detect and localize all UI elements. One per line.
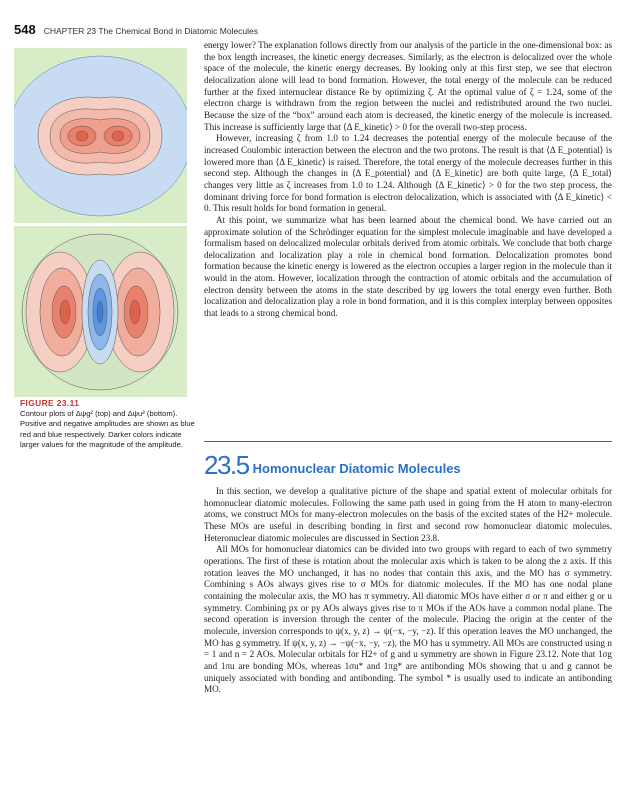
contour-plot-psi-g xyxy=(14,48,187,223)
section-title: Homonuclear Diatomic Molecules xyxy=(252,461,461,476)
paragraph: At this point, we summarize what has been learned about the chemical bond. We have carried out an approximate solution of the Schrödinger equation for the simplest molecule imaginable and have developed a formalism based on delocalized molecular orbitals derived from atomic orbitals. We conclude that both charge delocalization and localization play a role in chemical bond formation. Delocalization promotes bond formation because the kinetic energy is lowered as the electron occupies a larger region in the molecule than it would in the atom. However, localization through the contraction of atomic orbitals and the accumulation of electron density between the atoms in the state described by ψg lowers the total energy even further. Both localization and delocalization play a role in bond formation, and it is this complex interplay between opposites that leads to a strong chemical bond. xyxy=(204,214,612,319)
section-number: 23.5 xyxy=(204,450,249,480)
contour-red-right-4 xyxy=(130,300,140,324)
paragraph: However, increasing ζ from 1.0 to 1.24 decreases the potential energy of the molecule because of the increased Coulombic interaction between the electron and the two protons. The result is that ⟨Δ E_potential⟩ is lowered more than ⟨Δ E_kinetic⟩ is raised. Therefore, the total energy of the molecule decreases further in this second step. Although the changes in ⟨Δ E_potential⟩ and ⟨Δ E_kinetic⟩ are both quite large, ⟨Δ E_total⟩ changes very little as ζ increases from 1.0 to 1.24. Although ⟨Δ E_kinetic⟩ > 0 for the two step process, the dominant driving force for bond formation is electron delocalization, which is associated with ⟨Δ E_kinetic⟩ < 0. This result holds for bond formation in general. xyxy=(204,133,612,214)
figure-caption xyxy=(20,398,196,451)
section-rule xyxy=(204,441,612,442)
paragraph: In this section, we develop a qualitative picture of the shape and spatial extent of molecular orbitals for homonuclear diatomic molecules. Following the same path used in going from the H atom to many-electron atoms, we construct MOs for many-electron molecules on the basis of the excited states of the H2+ molecule. These MOs are useful in describing bonding in first and second row homonuclear diatomic molecules. Heteronuclear diatomic molecules are discussed in Section 23.8. xyxy=(204,486,612,543)
body-text-top xyxy=(204,40,612,320)
contour-red-5-left xyxy=(76,131,88,141)
chapter-title: CHAPTER 23 The Chemical Bond in Diatomic Molecules xyxy=(43,26,259,36)
figure-caption-text: Contour plots of Δψg² (top) and Δψu² (bottom). Positive and negative amplitudes are shown as blue red and blue respectively. Darker colors indicate larger values for the magnitude of the amplitude. xyxy=(20,408,195,450)
paragraph: All MOs for homonuclear diatomics can be divided into two groups with regard to each of two symmetry operations. The first of these is rotation about the molecular axis which is taken to be along the z axis. If this rotation leaves the MO unchanged, it has no nodes that contain this axis, and the MO has σ symmetry. Combining s AOs always gives rise to σ MOs for diatomic molecules. If the MO has one nodal plane containing the molecular axis, the MO has π symmetry. All diatomic MOs have either σ or π and either g or u symmetry. Combining px or py AOs always gives rise to π MOs if the AOs have a common nodal plane. The second operation is inversion through the center of the molecule. Placing the origin at the center of the molecule, inversion corresponds to ψ(x, y, z) → ψ(−x, −y, −z). If this operation leaves the MO unchanged, the MO has g symmetry. If ψ(x, y, z) → −ψ(−x, −y, −z), the MO has u symmetry. All MOs are constructed using n = 1 and n = 2 AOs. Molecular orbitals for H2+ of g and u symmetry are shown in Figure 23.12. Note that 1σg and 1πu are bonding MOs, whereas 1σu* and 1πg* are antibonding MOs showing that u and g cannot be uniquely associated with bonding and antibonding. The symbol * is usually used to indicate an antibonding MO. xyxy=(204,544,612,695)
page-number: 548 xyxy=(14,22,36,37)
running-header xyxy=(14,22,258,38)
paragraph: energy lower? The explanation follows directly from our analysis of the particle in the one-dimensional box: as the box length increases, the kinetic energy decreases. Similarly, as the electron is delocalized over the whole space of the molecule, the kinetic energy decreases. By looking only at this first step, we see that electron delocalization alone will lead to bond formation. However, the total energy of the molecule can be reduced further at the fixed internuclear distance Re by optimizing ζ. At the optimal value of ζ = 1.24, some of the electron charge is withdrawn from the region between the nuclei and redistributed around the two nuclei. Because the size of the “box” around each atom is decreased, the kinetic energy of the molecule is increased. This increase is sufficiently large that ⟨Δ E_kinetic⟩ > 0 for the overall two-step process. xyxy=(204,40,612,132)
figure-label: FIGURE 23.11 xyxy=(20,398,80,408)
contour-red-left-4 xyxy=(60,300,70,324)
contour-plot-psi-u xyxy=(14,226,187,397)
contour-red-5-right xyxy=(112,131,124,141)
body-text-bottom xyxy=(204,486,612,696)
section-heading xyxy=(204,446,461,478)
contour-blue-4 xyxy=(97,301,103,323)
